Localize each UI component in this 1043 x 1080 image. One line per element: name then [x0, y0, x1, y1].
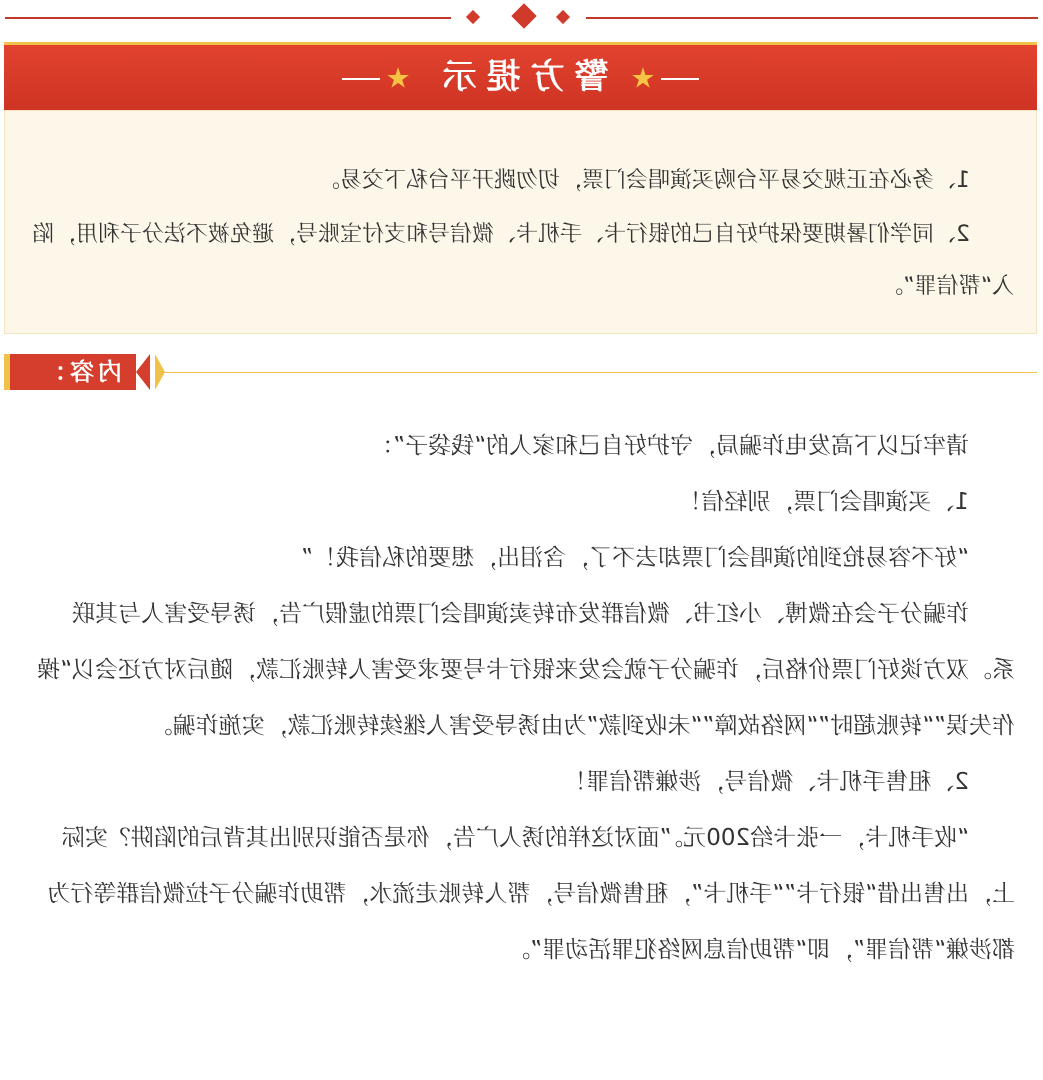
- article-paragraph: 诈骗分子会在微博、小红书、微信群发布转卖演唱会门票的虚假广告，诱导受害人与其联系。双方谈好门票价格后，诈骗分子就会发来银行卡号要求受害人转账汇款，随后对方还会以“操作失误”“转账超时”“网络故障”“未收到款”为由诱导受害人继续转账汇款，实施诈骗。: [37, 601, 1015, 739]
- tip-item: 2、同学们暑期要保护好自己的银行卡、手机卡、微信号和支付宝账号，避免被不法分子利用，陷入“帮信罪”。: [31, 222, 1014, 299]
- section-rule: [157, 372, 1037, 373]
- article-body: [27, 418, 1015, 978]
- section-tag-endbar: [4, 354, 10, 390]
- decor-diamond-small: [556, 10, 570, 24]
- banner-dash: [342, 78, 380, 80]
- section-label: 内容：: [38, 358, 122, 386]
- content-section-header: [0, 350, 1043, 396]
- article-paragraph: “好不容易抢到的演唱会门票却去不了，含泪出，想要的私信我！”: [301, 545, 969, 571]
- banner-title: 警方提示: [432, 57, 609, 97]
- decor-line-right: [5, 17, 451, 19]
- decor-diamond-small: [466, 10, 480, 24]
- section-tag: [6, 354, 150, 390]
- star-icon: ★: [630, 61, 656, 95]
- banner-dash: [661, 78, 699, 80]
- tip-box: [4, 110, 1037, 334]
- section-tag-accent: [155, 354, 165, 390]
- tip-item: 1、务必在正规交易平台购买演唱会门票，切勿跳开平台私下交易。: [318, 168, 970, 193]
- star-icon: ★: [385, 61, 411, 95]
- article-paragraph: 1、买演唱会门票，别轻信！: [678, 489, 969, 515]
- section-tag-notch: [136, 354, 150, 390]
- top-decoration: [0, 0, 1043, 36]
- warning-banner: [4, 42, 1037, 110]
- article-paragraph: 请牢记以下高发电诈骗局，守护好自己和家人的“钱袋子”：: [370, 433, 969, 459]
- decor-diamond-large: [511, 3, 536, 28]
- decor-line-left: [586, 17, 1038, 19]
- article-paragraph: 2、租售手机卡、微信号，涉嫌帮信罪！: [563, 769, 969, 795]
- article-paragraph: “收手机卡，一张卡给200元。”面对这样的诱人广告，你是否能识别出其背后的陷阱？实际上，出售出借“银行卡”“手机卡”，租售微信号，帮人转账走流水，帮助诈骗分子拉微信群等行为都涉嫌“帮信罪”，即“帮助信息网络犯罪活动罪”。: [47, 825, 1015, 963]
